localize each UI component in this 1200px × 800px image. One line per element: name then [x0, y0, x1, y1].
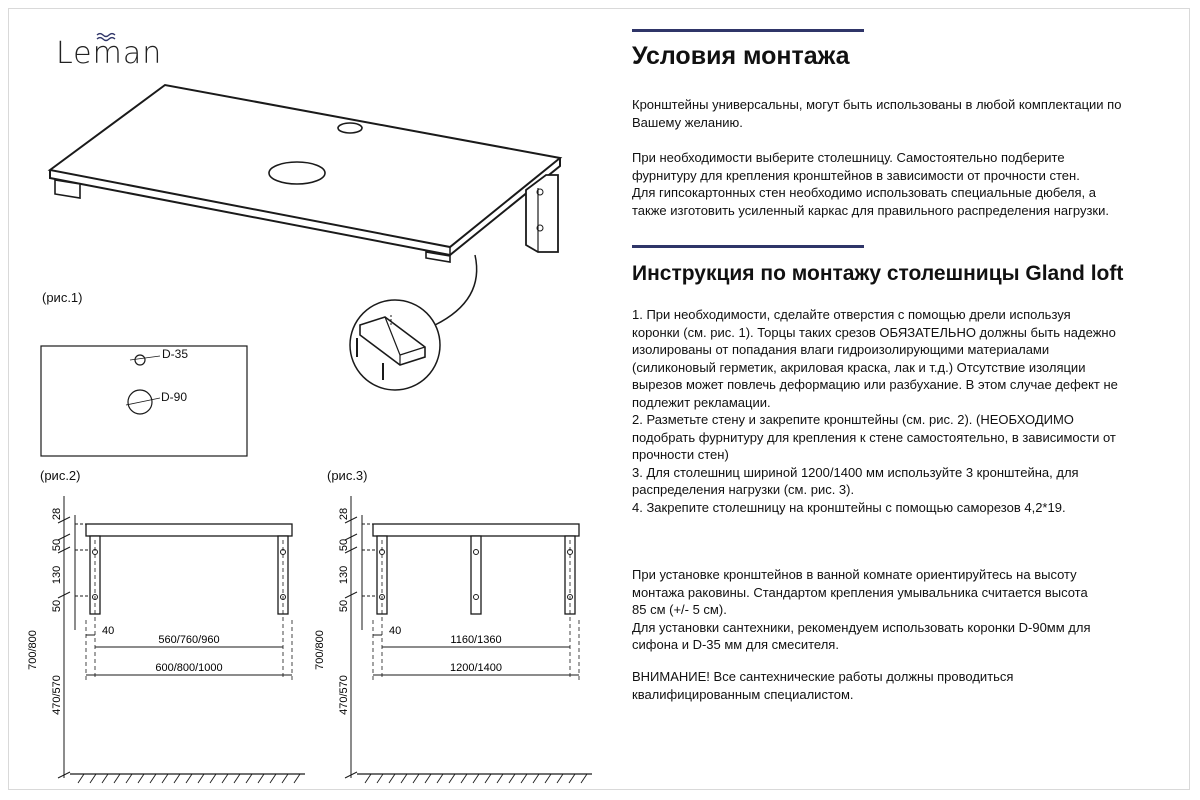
d35-label: D-35	[162, 347, 189, 361]
section1-title: Условия монтажа	[632, 42, 850, 70]
fig3-dim-130: 130	[338, 565, 350, 585]
fig2-dim-40: 40	[102, 625, 115, 637]
fig3-tabletop	[373, 524, 579, 536]
fig2-dim-28: 28	[51, 507, 63, 521]
text-line: Для установки сантехники, рекомендуем использовать коронки D-90мм для	[632, 619, 1091, 635]
fig2-dim-floor: 470/570	[51, 675, 63, 715]
text-line: подлежит рекламации.	[632, 394, 771, 410]
fig2-drawing	[20, 490, 310, 790]
fig2-dim-outer-width: 600/800/1000	[155, 662, 223, 674]
text-line: монтажа раковины. Стандартом крепления умывальника считается высота	[632, 584, 1088, 600]
fig3-drawing	[307, 490, 597, 790]
fig1-hole-layout	[40, 342, 250, 458]
section2-rule	[632, 245, 864, 248]
fig2-dim-50b: 50	[51, 599, 63, 613]
text-line: 3. Для столешниц шириной 1200/1400 мм используйте 3 кронштейна, для	[632, 464, 1079, 480]
section2-warning	[632, 668, 1013, 703]
text-line: Кронштейны универсальны, могут быть использованы в любой комплектации по	[632, 97, 1122, 112]
section2-notes	[632, 566, 1091, 654]
text-line: подобрать фурнитуру для крепления к стене самостоятельно, в зависимости от	[632, 429, 1116, 445]
section2-steps	[632, 306, 1118, 516]
fig3-dim-inner-width: 1160/1360	[450, 634, 502, 646]
text-line: сифона и D-35 мм для смесителя.	[632, 637, 839, 652]
bracket-detail-illustration	[345, 295, 445, 395]
small-hole-icon	[338, 123, 362, 133]
section1-rule	[632, 29, 864, 32]
fig2-dim-50a: 50	[51, 538, 63, 552]
fig2-tabletop	[86, 524, 292, 536]
text-line: При установке кронштейнов в ванной комнате ориентируйтесь на высоту	[632, 567, 1077, 582]
text-line: коронки (см. рис. 1). Торцы таких срезов ОБЯЗАТЕЛЬНО должны быть надежно	[632, 324, 1116, 340]
fig3-dim-40: 40	[389, 625, 402, 637]
fig3-dim-50b: 50	[338, 599, 350, 613]
text-line: Для гипсокартонных стен необходимо использовать специальные дюбеля, а	[632, 185, 1097, 200]
fig3-dim-28: 28	[338, 507, 350, 521]
text-line: квалифицированным специалистом.	[632, 686, 854, 702]
fig2-dim-total-height: 700/800	[27, 630, 39, 670]
fig2-dim-130: 130	[51, 565, 63, 585]
text-line: вырезов может повлечь деформацию или разбухание. В этом случае дефект не	[632, 377, 1118, 392]
text-line: При необходимости выберите столешницу. Самостоятельно подберите	[632, 150, 1065, 165]
text-line: распределения нагрузки (см. рис. 3).	[632, 482, 855, 497]
fig3-label: (рис.3)	[327, 468, 368, 483]
text-line: 2. Разметьте стену и закрепите кронштейны (см. рис. 2). (НЕОБХОДИМО	[632, 412, 1074, 427]
d90-label: D-90	[161, 390, 188, 404]
text-line: изолированы от попадания влаги гидроизолирующими материалами	[632, 342, 1050, 357]
brand-logo	[56, 36, 162, 71]
section1-para1	[632, 96, 1121, 131]
fig3-dim-total-height: 700/800	[314, 630, 326, 670]
section2-title: Инструкция по монтажу столешницы Gland loft	[632, 262, 1124, 285]
section1-para2	[632, 149, 1109, 219]
text-line: также изготовить усиленный каркас для правильного распределения нагрузки.	[632, 202, 1109, 218]
text-line: 85 см (+/- 5 см).	[632, 602, 727, 617]
fig1-label: (рис.1)	[42, 290, 83, 305]
fig2-dim-inner-width: 560/760/960	[158, 634, 220, 646]
text-line: фурнитуру для крепления кронштейнов в зависимости от прочности стен.	[632, 167, 1080, 183]
fig3-dim-50a: 50	[338, 538, 350, 552]
text-line: прочности стен)	[632, 447, 729, 462]
fig3-dim-floor: 470/570	[338, 675, 350, 715]
text-line: (силиконовый герметик, акриловая краска, лак и т.д.) Отсутствие изоляции	[632, 359, 1086, 375]
large-hole-icon	[269, 162, 325, 184]
fig3-dim-outer-width: 1200/1400	[450, 662, 502, 674]
tabletop-illustration	[40, 80, 580, 380]
fig2-label: (рис.2)	[40, 468, 81, 483]
logo-wave-icon	[96, 32, 120, 42]
text-line: ВНИМАНИЕ! Все сантехнические работы должны проводиться	[632, 669, 1014, 684]
logo-text: Leman	[56, 36, 163, 71]
text-line: 4. Закрепите столешницу на кронштейны с помощью саморезов 4,2*19.	[632, 499, 1066, 515]
text-line: Вашему желанию.	[632, 114, 743, 130]
text-line: 1. При необходимости, сделайте отверстия с помощью дрели используя	[632, 307, 1071, 322]
